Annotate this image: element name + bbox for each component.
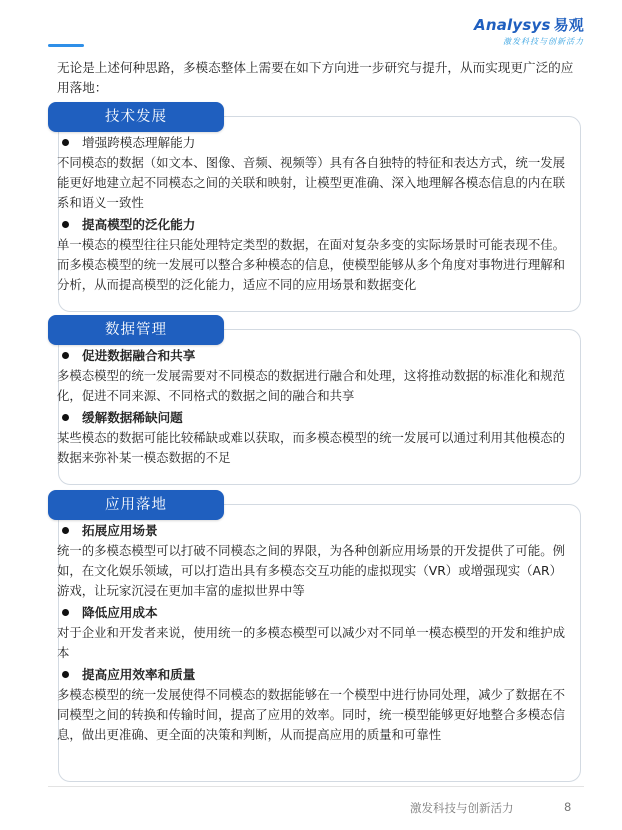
section-title: 应用落地	[48, 490, 224, 520]
item-text: 某些模态的数据可能比较稀缺或难以获取，而多模态模型的统一发展可以通过利用其他模态的数据来弥补某一模态数据的不足	[57, 430, 566, 465]
item-text: 多模态模型的统一发展需要对不同模态的数据进行融合和处理，这将推动数据的标准化和规范化，促进不同来源、不同格式的数据之间的融合和共享	[57, 368, 566, 403]
section-title: 数据管理	[48, 315, 224, 345]
page-number: 8	[564, 800, 572, 814]
item-heading: 降低应用成本	[57, 602, 572, 623]
bullet-icon	[62, 139, 69, 146]
bullet-icon	[62, 414, 69, 421]
item-text: 不同模态的数据（如文本、图像、音频、视频等）具有各自独特的特征和表达方式，统一发展能更好地建立起不同模态之间的关联和映射，让模型更准确、深入地理解各模态信息的内在联系和语义一致性	[57, 155, 566, 210]
item-heading: 增强跨模态理解能力	[57, 132, 572, 153]
bullet-icon	[62, 352, 69, 359]
item-heading: 提高模型的泛化能力	[57, 214, 572, 235]
logo-wordmark	[474, 14, 584, 35]
section-body	[57, 520, 572, 746]
brand-logo	[474, 14, 584, 47]
bullet-icon	[62, 671, 69, 678]
item-heading: 提高应用效率和质量	[57, 664, 572, 685]
item-heading: 拓展应用场景	[57, 520, 572, 541]
item-heading: 促进数据融合和共享	[57, 345, 572, 366]
item-text: 单一模态的模型往往只能处理特定类型的数据，在面对复杂多变的实际场景时可能表现不佳。而多模态模型的统一发展可以整合多种模态的信息，使模型能够从多个角度对事物进行理解和分析，从而提高模型的泛化能力，适应不同的应用场景和数据变化	[57, 237, 566, 292]
section-body	[57, 132, 572, 296]
bullet-icon	[62, 221, 69, 228]
footer-divider	[48, 786, 584, 787]
bullet-icon	[62, 609, 69, 616]
logo-cn: 易观	[553, 16, 584, 34]
item-heading: 缓解数据稀缺问题	[57, 407, 572, 428]
title-accent-bar	[48, 44, 84, 47]
section-body	[57, 345, 572, 469]
section-tech-development	[48, 102, 581, 312]
intro-paragraph: 无论是上述何种思路，多模态整体上需要在如下方向进一步研究与提升，从而实现更广泛的应用落地：	[57, 60, 574, 95]
section-title: 技术发展	[48, 102, 224, 132]
logo-slogan: 激发科技与创新活力	[503, 37, 584, 46]
logo-en: Analysys	[474, 16, 551, 34]
section-data-management	[48, 315, 581, 485]
item-text: 多模态模型的统一发展使得不同模态的数据能够在一个模型中进行协同处理，减少了数据在不同模型之间的转换和传输时间，提高了应用的效率。同时，统一模型能够更好地整合多模态信息，做出更准确、更全面的决策和判断，从而提高应用的质量和可靠性	[57, 687, 566, 742]
bullet-icon	[62, 527, 69, 534]
footer-slogan: 激发科技与创新活力	[410, 801, 514, 815]
item-text: 统一的多模态模型可以打破不同模态之间的界限，为各种创新应用场景的开发提供了可能。例如，在文化娱乐领域，可以打造出具有多模态交互功能的虚拟现实（VR）或增强现实（AR）游戏，让玩家沉浸在更加丰富的虚拟世界中等	[57, 543, 566, 598]
item-text: 对于企业和开发者来说，使用统一的多模态模型可以减少对不同单一模态模型的开发和维护成本	[57, 625, 566, 660]
section-application	[48, 490, 581, 782]
